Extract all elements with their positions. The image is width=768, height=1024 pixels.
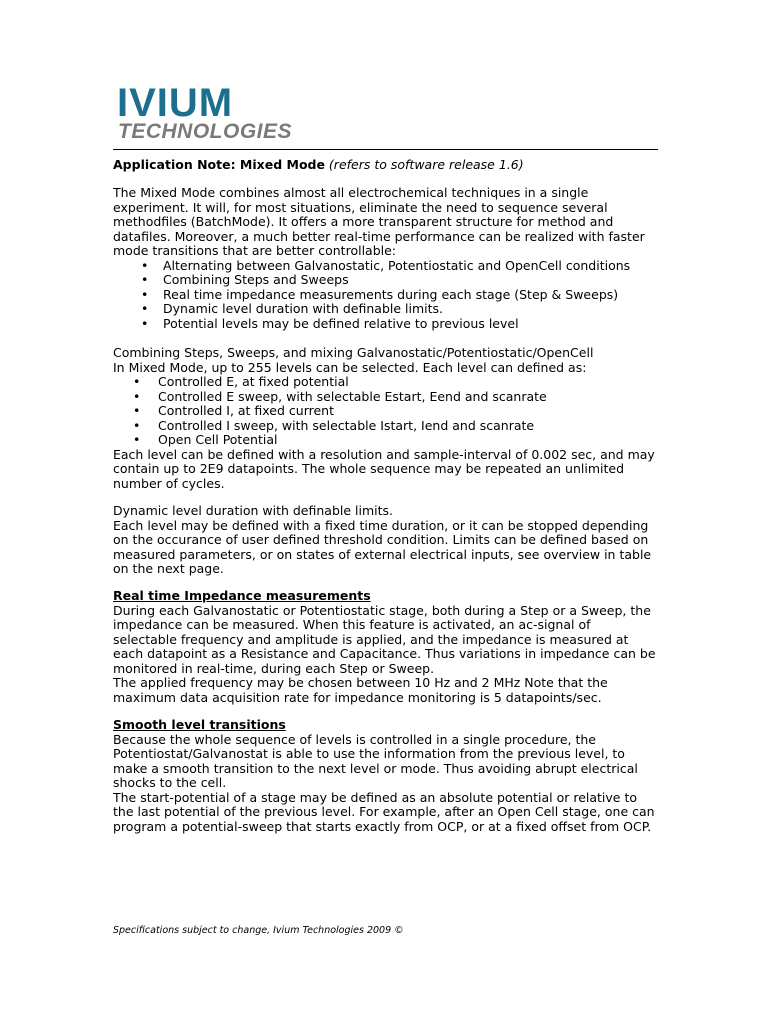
title-note: (refers to software release 1.6) <box>324 157 524 172</box>
smooth-paragraph-2: The start-potential of a stage may be defined as an absolute potential or relative to the last potential of the previous level. For example, after an Open Cell stage, one can program a potential-sweep that starts exactly from OCP, or at a fixed offset from OCP. <box>113 789 655 834</box>
impedance-paragraph-2: The applied frequency may be chosen between 10 Hz and 2 MHz Note that the maximum data acquisition rate for impedance monitoring is 5 datapoints/sec. <box>113 675 608 705</box>
combining-heading: Combining Steps, Sweeps, and mixing Galvanostatic/Potentiostatic/OpenCell <box>113 345 594 360</box>
smooth-heading: Smooth level transitions <box>113 717 286 732</box>
list-item: • Dynamic level duration with definable limits. <box>113 302 658 317</box>
title-label: Application Note: Mixed Mode <box>113 157 325 172</box>
list-item: • Open Cell Potential <box>113 433 658 448</box>
ivium-logo <box>117 86 342 144</box>
list-item: • Potential levels may be defined relative to previous level <box>113 317 658 332</box>
combining-section <box>113 346 658 491</box>
combining-bullet-list <box>113 375 658 448</box>
list-item: • Real time impedance measurements during each stage (Step & Sweeps) <box>113 288 658 303</box>
footer-text: Specifications subject to change, Ivium Technologies 2009 © <box>113 925 404 936</box>
list-item: • Controlled E sweep, with selectable Estart, Eend and scanrate <box>113 390 658 405</box>
intro-section <box>113 186 658 331</box>
impedance-section <box>113 589 658 705</box>
intro-bullet-list <box>113 259 658 332</box>
impedance-heading: Real time Impedance measurements <box>113 588 371 603</box>
list-item: • Controlled I sweep, with selectable Istart, Iend and scanrate <box>113 419 658 434</box>
ivium-logo-graphic <box>117 86 342 144</box>
list-item: • Combining Steps and Sweeps <box>113 273 658 288</box>
logo-sub-text: TECHNOLOGIES <box>118 120 293 143</box>
smooth-section <box>113 718 658 834</box>
combining-after-text: Each level can be defined with a resolution and sample-interval of 0.002 sec, and may contain up to 2E9 datapoints. The whole sequence may be repeated an unlimited number of cycles. <box>113 446 655 491</box>
logo-brand-text: IVIUM <box>117 86 234 125</box>
dynamic-section <box>113 504 658 577</box>
smooth-paragraph-1: Because the whole sequence of levels is controlled in a single procedure, the Potentiostat/Galvanostat is able to use the information from the previous level, to make a smooth transition to the next level or mode. Thus avoiding abrupt electrical shocks to the cell. <box>113 731 638 790</box>
page-title <box>113 157 524 172</box>
dynamic-text: Each level may be defined with a fixed time duration, or it can be stopped depending on the occurance of user defined threshold condition. Limits can be defined based on measured parameters, or on states of external electrical inputs, see overview in table on the next page. <box>113 517 652 576</box>
dynamic-heading: Dynamic level duration with definable limits. <box>113 503 393 518</box>
combining-lead: In Mixed Mode, up to 255 levels can be selected. Each level can defined as: <box>113 359 587 375</box>
list-item: • Controlled E, at fixed potential <box>113 375 658 390</box>
impedance-paragraph-1: During each Galvanostatic or Potentiostatic stage, both during a Step or a Sweep, the impedance can be measured. When this feature is activated, an ac-signal of selectable frequency and amplitude is applied, and the impedance is measured at each datapoint as a Resistance and Capacitance. Thus variations in impedance can be monitored in real-time, during each Step or Sweep. <box>113 602 656 676</box>
list-item: • Controlled I, at fixed current <box>113 404 658 419</box>
header-rule <box>113 149 658 150</box>
list-item: • Alternating between Galvanostatic, Potentiostatic and OpenCell conditions <box>113 259 658 274</box>
intro-text: The Mixed Mode combines almost all electrochemical techniques in a single experiment. It will, for most situations, eliminate the need to sequence several methodfiles (BatchMode). It offers a more transparent structure for method and datafiles. Moreover, a much better real-time performance can be realized with faster mode transitions that are better controllable: <box>113 185 645 258</box>
